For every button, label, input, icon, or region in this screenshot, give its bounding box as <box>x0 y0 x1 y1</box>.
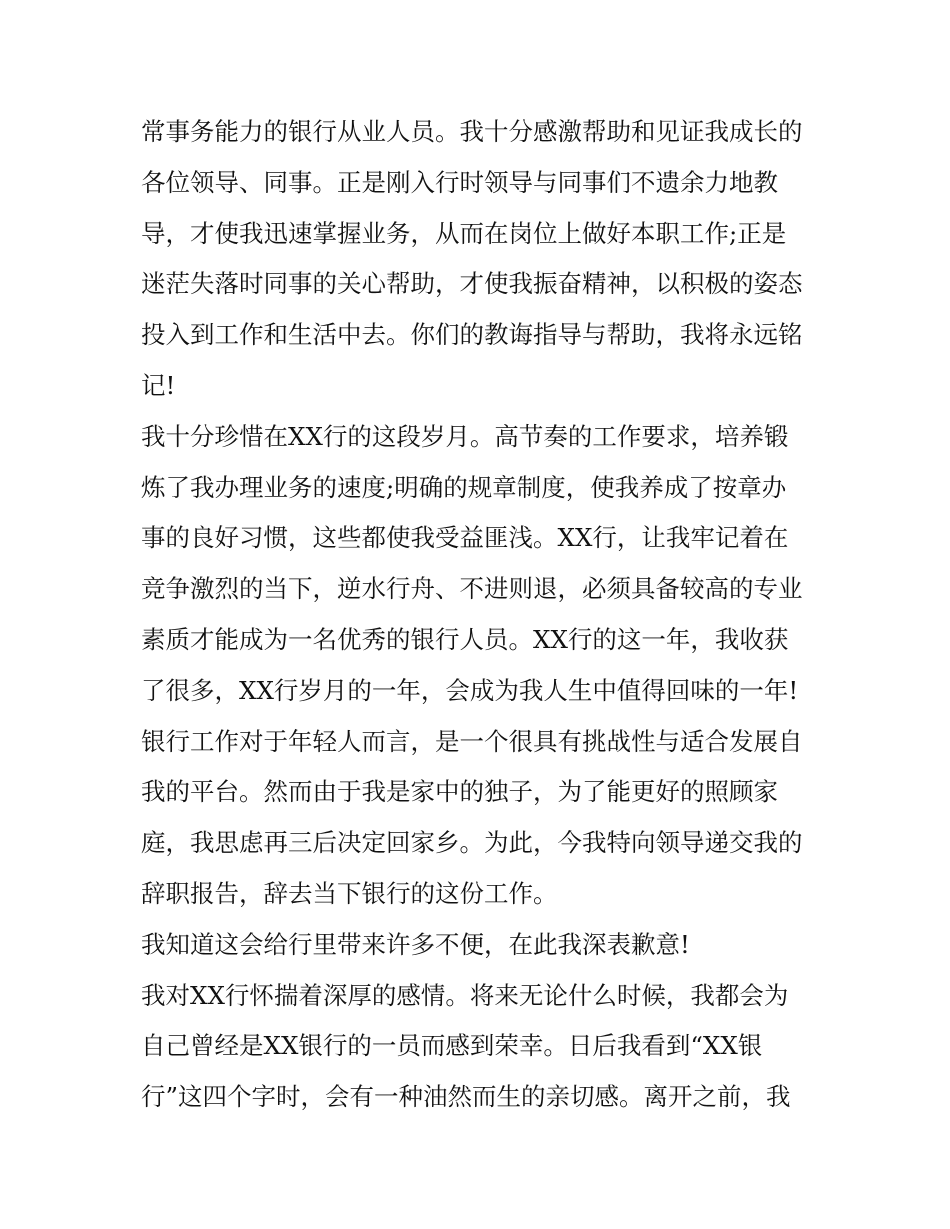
text-line: 事的良好习惯，这些都使我受益匪浅。XX行，让我牢记着在 <box>141 523 789 553</box>
text-line: 了很多，XX行岁月的一年，会成为我人生中值得回味的一年! <box>141 675 799 705</box>
text-line: 我知道这会给行里带来许多不便，在此我深表歉意! <box>141 929 690 959</box>
text-line: 素质才能成为一名优秀的银行人员。XX行的这一年，我收获 <box>141 624 789 654</box>
text-line: 我的平台。然而由于我是家中的独子，为了能更好的照顾家 <box>141 777 778 807</box>
text-line: 投入到工作和生活中去。你们的教诲指导与帮助，我将永远铭 <box>141 320 803 350</box>
text-line: 行”这四个字时，会有一种油然而生的亲切感。离开之前，我 <box>141 1082 791 1112</box>
text-line: 记! <box>141 370 176 400</box>
text-line: 庭，我思虑再三后决定回家乡。为此，今我特向领导递交我的 <box>141 828 803 858</box>
text-line: 我对XX行怀揣着深厚的感情。将来无论什么时候，我都会为 <box>141 980 789 1010</box>
text-line: 竞争激烈的当下，逆水行舟、不进则退，必须具备较高的专业 <box>141 574 803 604</box>
text-line: 导，才使我迅速掌握业务，从而在岗位上做好本职工作;正是 <box>141 218 787 248</box>
text-line: 迷茫失落时同事的关心帮助，才使我振奋精神，以积极的姿态 <box>141 269 803 299</box>
text-line: 我十分珍惜在XX行的这段岁月。高节奏的工作要求，培养锻 <box>141 421 789 451</box>
text-line: 自己曾经是XX银行的一员而感到荣幸。日后我看到“XX银 <box>141 1031 763 1061</box>
text-line: 常事务能力的银行从业人员。我十分感激帮助和见证我成长的 <box>141 117 803 146</box>
text-line: 银行工作对于年轻人而言，是一个很具有挑战性与适合发展自 <box>141 726 803 756</box>
text-line: 各位领导、同事。正是刚入行时领导与同事们不遗余力地教 <box>141 167 778 197</box>
text-line: 炼了我办理业务的速度;明确的规章制度，使我养成了按章办 <box>141 472 787 502</box>
letter-body <box>141 107 821 1123</box>
text-line: 辞职报告，辞去当下银行的这份工作。 <box>141 878 558 908</box>
